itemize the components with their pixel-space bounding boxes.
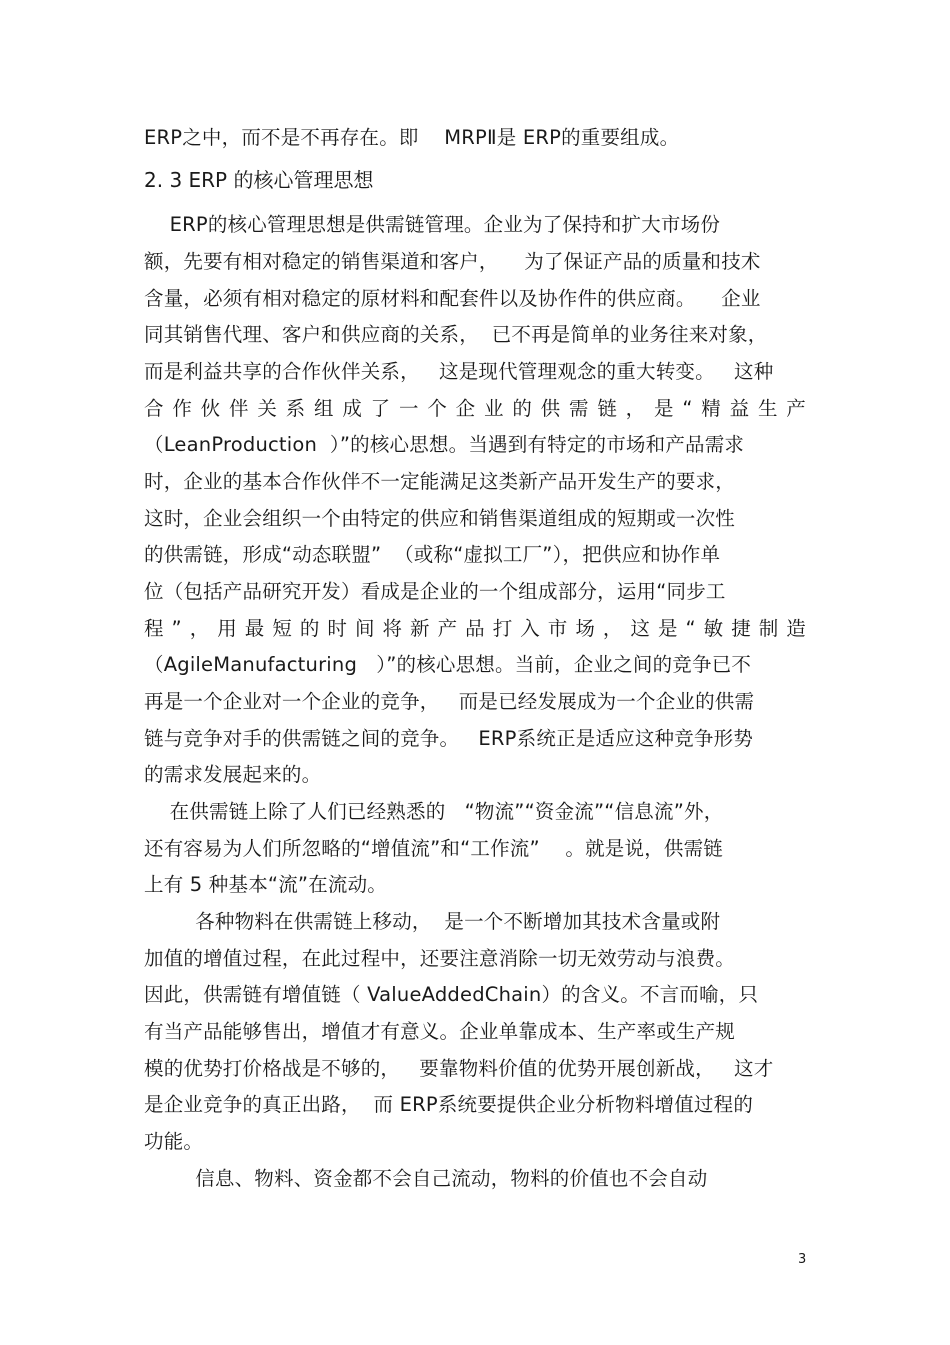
- paragraph-line-6: 而是利益共享的合作伙伴关系， 这是现代管理观念的重大转变。 这种: [144, 360, 774, 383]
- paragraph-line-3: 额，先要有相对稳定的销售渠道和客户， 为了保证产品的质量和技术: [144, 250, 761, 273]
- paragraph-line-22: 加值的增值过程，在此过程中，还要注意消除一切无效劳动与浪费。: [144, 947, 736, 970]
- section-heading: 2. 3 ERP 的核心管理思想: [144, 168, 374, 192]
- paragraph-line-13: 程”，用最短的时间将新产品打入市场，这是“敏捷制造: [144, 617, 806, 640]
- page-number: 3: [798, 1252, 807, 1267]
- paragraph-line-20: 上有 5 种基本“流”在流动。: [144, 873, 388, 896]
- paragraph-line-1: ERP之中，而不是不再存在。即 MRPⅡ是 ERP的重要组成。: [144, 126, 680, 149]
- paragraph-line-7: 合作伙伴关系组成了一个企业的供需链，是“精益生产: [144, 397, 806, 420]
- paragraph-line-27: 功能。: [144, 1130, 204, 1153]
- paragraph-line-21: 各种物料在供需链上移动， 是一个不断增加其技术含量或附: [144, 910, 721, 933]
- paragraph-line-12: 位（包括产品研究开发）看成是企业的一个组成部分，运用“同步工: [144, 580, 726, 603]
- paragraph-line-5: 同其销售代理、客户和供应商的关系， 已不再是简单的业务往来对象，: [144, 323, 768, 346]
- paragraph-line-18: 在供需链上除了人们已经熟悉的 “物流”“资金流”“信息流”外，: [144, 800, 724, 823]
- paragraph-line-2: ERP的核心管理思想是供需链管理。企业为了保持和扩大市场份: [144, 213, 721, 236]
- paragraph-line-19: 还有容易为人们所忽略的“增值流”和“工作流” 。就是说，供需链: [144, 837, 724, 860]
- paragraph-line-15: 再是一个企业对一个企业的竞争， 而是已经发展成为一个企业的供需: [144, 690, 755, 713]
- paragraph-line-25: 模的优势打价格战是不够的， 要靠物料价值的优势开展创新战， 这才: [144, 1057, 774, 1080]
- paragraph-line-26: 是企业竞争的真正出路， 而 ERP系统要提供企业分析物料增值过程的: [144, 1093, 754, 1116]
- paragraph-line-9: 时，企业的基本合作伙伴不一定能满足这类新产品开发生产的要求，: [144, 470, 736, 493]
- paragraph-line-24: 有当产品能够售出，增值才有意义。企业单靠成本、生产率或生产规: [144, 1020, 736, 1043]
- paragraph-line-23: 因此，供需链有增值链（ ValueAddedChain）的含义。不言而喻，只: [144, 983, 759, 1006]
- paragraph-line-10: 这时，企业会组织一个由特定的供应和销售渠道组成的短期或一次性: [144, 507, 736, 530]
- paragraph-line-14: （AgileManufacturing ）”的核心思想。当前，企业之间的竞争已不: [144, 653, 752, 676]
- paragraph-line-17: 的需求发展起来的。: [144, 763, 322, 786]
- paragraph-line-16: 链与竞争对手的供需链之间的竞争。 ERP系统正是适应这种竞争形势: [144, 727, 754, 750]
- paragraph-line-11: 的供需链，形成“动态联盟” （或称“虚拟工厂”），把供应和协作单: [144, 543, 721, 566]
- paragraph-line-28: 信息、物料、资金都不会自己流动，物料的价值也不会自动: [144, 1167, 708, 1190]
- paragraph-line-4: 含量，必须有相对稳定的原材料和配套件以及协作件的供应商。 企业: [144, 287, 761, 310]
- paragraph-line-8: （LeanProduction ）”的核心思想。当遇到有特定的市场和产品需求: [144, 433, 745, 456]
